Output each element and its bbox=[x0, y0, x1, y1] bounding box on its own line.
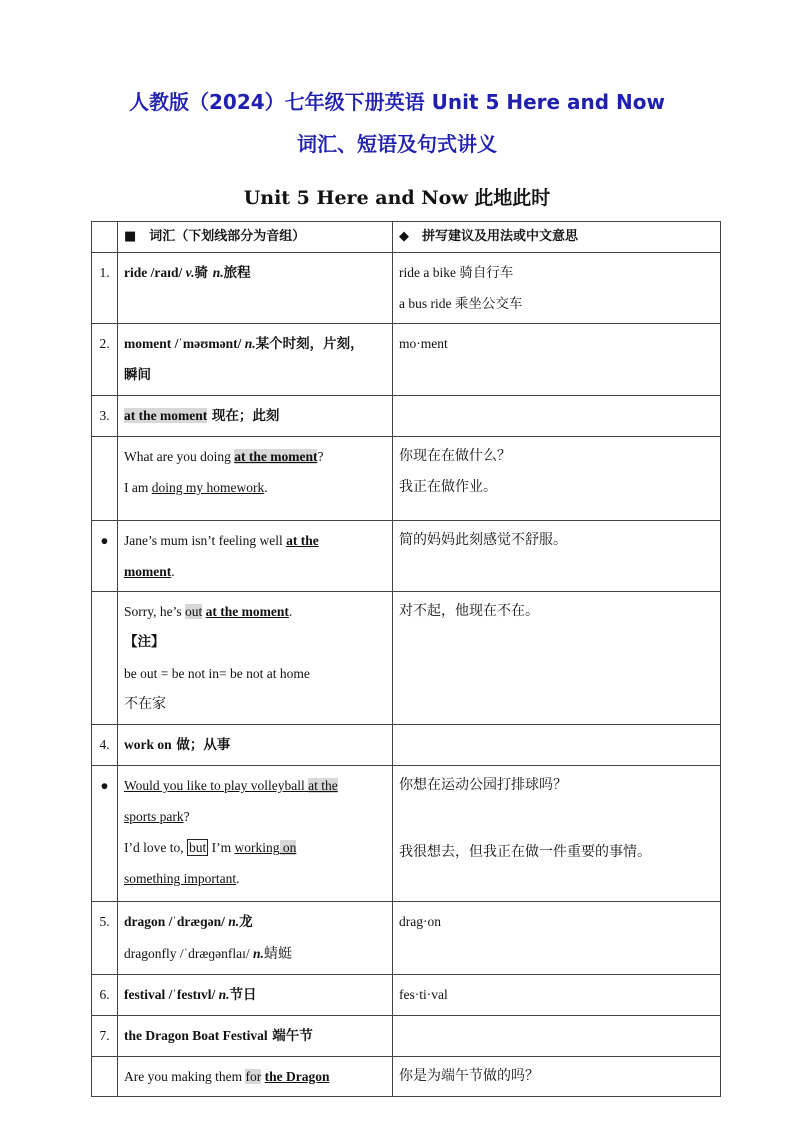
table-row bbox=[92, 1057, 721, 1097]
key-phrase: at the moment bbox=[205, 604, 289, 619]
meaning: 旅程 bbox=[223, 265, 251, 281]
boxed-word: but bbox=[189, 840, 207, 855]
underlined-phrase: doing my homework bbox=[151, 480, 265, 495]
part-of-speech: v. bbox=[185, 265, 195, 280]
usage-note: ride a bike 骑自行车 bbox=[399, 265, 514, 280]
row-number: 1. bbox=[92, 253, 118, 324]
vocab-cell: dragon /ˈdræɡən/ n.龙 dragonfly /ˈdræɡənflaɪ/ n.蜻蜓 bbox=[118, 902, 393, 975]
vocab-cell bbox=[118, 396, 393, 437]
note-text: 不在家 bbox=[124, 696, 166, 712]
note-text: be out = be not in= be not at home bbox=[124, 666, 310, 681]
key-phrase: at the moment bbox=[234, 449, 318, 464]
vocab-word: dragonfly /ˈdræɡənflaɪ/ bbox=[124, 946, 253, 961]
translation-cell bbox=[393, 766, 721, 902]
table-row bbox=[92, 437, 721, 521]
header-left: ■ 词汇（下划线部分为音组） bbox=[118, 222, 393, 253]
meaning: 骑 bbox=[194, 265, 213, 281]
header-right: ◆ 拼写建议及用法或中文意思 bbox=[393, 222, 721, 253]
usage-cell bbox=[393, 1016, 721, 1057]
key-phrase: the Dragon bbox=[264, 1069, 330, 1084]
row-number: 2. bbox=[92, 324, 118, 396]
phrase: at the moment bbox=[124, 408, 208, 423]
vocab-cell bbox=[118, 324, 393, 396]
unit-heading: Unit 5 Here and Now 此地此时 bbox=[243, 187, 551, 209]
translation-cell: 简的妈妈此刻感觉不舒服。 bbox=[393, 521, 721, 592]
part-of-speech: n. bbox=[244, 336, 256, 351]
vocab-cell: festival /ˈfestɪvl/ n.节日 bbox=[118, 975, 393, 1016]
bullet: ● bbox=[92, 521, 118, 592]
vocab-word: festival /ˈfestɪvl/ bbox=[124, 987, 219, 1002]
phrase: the Dragon Boat Festival bbox=[124, 1028, 268, 1043]
phrase: work on bbox=[124, 737, 172, 752]
table-row bbox=[92, 521, 721, 592]
translation: 我很想去，但我正在做一件重要的事情。 bbox=[399, 844, 651, 860]
vocab-word: ride /raɪd/ bbox=[124, 265, 186, 280]
meaning: 某个时刻，片刻， bbox=[255, 336, 364, 352]
table-row bbox=[92, 592, 721, 725]
table-row bbox=[92, 324, 721, 396]
translation: 我正在做作业。 bbox=[399, 479, 497, 495]
table-header-row bbox=[92, 222, 721, 253]
bullet: ● bbox=[92, 766, 118, 902]
highlighted-phrase: at the bbox=[308, 778, 338, 793]
highlighted-word: out bbox=[185, 604, 203, 619]
usage-cell: drag·on bbox=[393, 902, 721, 975]
table-row bbox=[92, 766, 721, 902]
vocab-word: moment /ˈməʊmənt/ bbox=[124, 336, 245, 351]
vocab-word: dragon /ˈdræɡən/ bbox=[124, 914, 229, 929]
example-cell: Jane’s mum isn’t feeling well at the moment. bbox=[118, 521, 393, 592]
usage-cell: mo·ment bbox=[393, 324, 721, 396]
part-of-speech: n. bbox=[212, 265, 224, 280]
usage-cell: fes·ti·val bbox=[393, 975, 721, 1016]
row-number: 4. bbox=[92, 725, 118, 766]
vocab-cell bbox=[118, 253, 393, 324]
document-subtitle-cn: 词汇、短语及句式讲义 bbox=[297, 132, 497, 156]
key-phrase: moment bbox=[124, 564, 172, 579]
vocab-cell: the Dragon Boat Festival 端午节 bbox=[118, 1016, 393, 1057]
usage-note: a bus ride 乘坐公交车 bbox=[399, 296, 523, 311]
table-row bbox=[92, 1016, 721, 1057]
translation-cell: 你是为端午节做的吗？ bbox=[393, 1057, 721, 1097]
table-row bbox=[92, 396, 721, 437]
usage-cell bbox=[393, 253, 721, 324]
example-cell: Are you making them for the Dragon bbox=[118, 1057, 393, 1097]
vocab-table bbox=[91, 221, 721, 1097]
note-tag: 【注】 bbox=[124, 634, 165, 650]
table-row bbox=[92, 902, 721, 975]
meaning: 瞬间 bbox=[124, 367, 151, 383]
usage-cell bbox=[393, 725, 721, 766]
translation-cell: 对不起，他现在不在。 bbox=[393, 592, 721, 725]
translation-cell bbox=[393, 437, 721, 521]
example-cell: Sorry, he’s out at the moment. 【注】 be out = be not in= be not at home 不在家 bbox=[118, 592, 393, 725]
usage-cell bbox=[393, 396, 721, 437]
row-number: 7. bbox=[92, 1016, 118, 1057]
document-title: 人教版（2024）七年级下册英语 Unit 5 Here and Now bbox=[128, 90, 666, 114]
row-number: 5. bbox=[92, 902, 118, 975]
translation: 你想在运动公园打排球吗？ bbox=[399, 777, 567, 793]
vocab-cell bbox=[118, 725, 393, 766]
row-number: 6. bbox=[92, 975, 118, 1016]
example-cell: What are you doing at the moment? I am doing my homework. bbox=[118, 437, 393, 521]
table-row bbox=[92, 253, 721, 324]
key-phrase: at the bbox=[286, 533, 319, 548]
translation: 你现在在做什么？ bbox=[399, 448, 511, 464]
meaning: 做；从事 bbox=[171, 737, 231, 753]
table-row bbox=[92, 725, 721, 766]
example-cell: Would you like to play volleyball at the sports park? I’d love to, but I’m working on something important. bbox=[118, 766, 393, 902]
meaning: 现在；此刻 bbox=[207, 408, 280, 424]
highlighted-word: for bbox=[245, 1069, 262, 1084]
table-row bbox=[92, 975, 721, 1016]
row-number: 3. bbox=[92, 396, 118, 437]
header-num-cell bbox=[92, 222, 118, 253]
